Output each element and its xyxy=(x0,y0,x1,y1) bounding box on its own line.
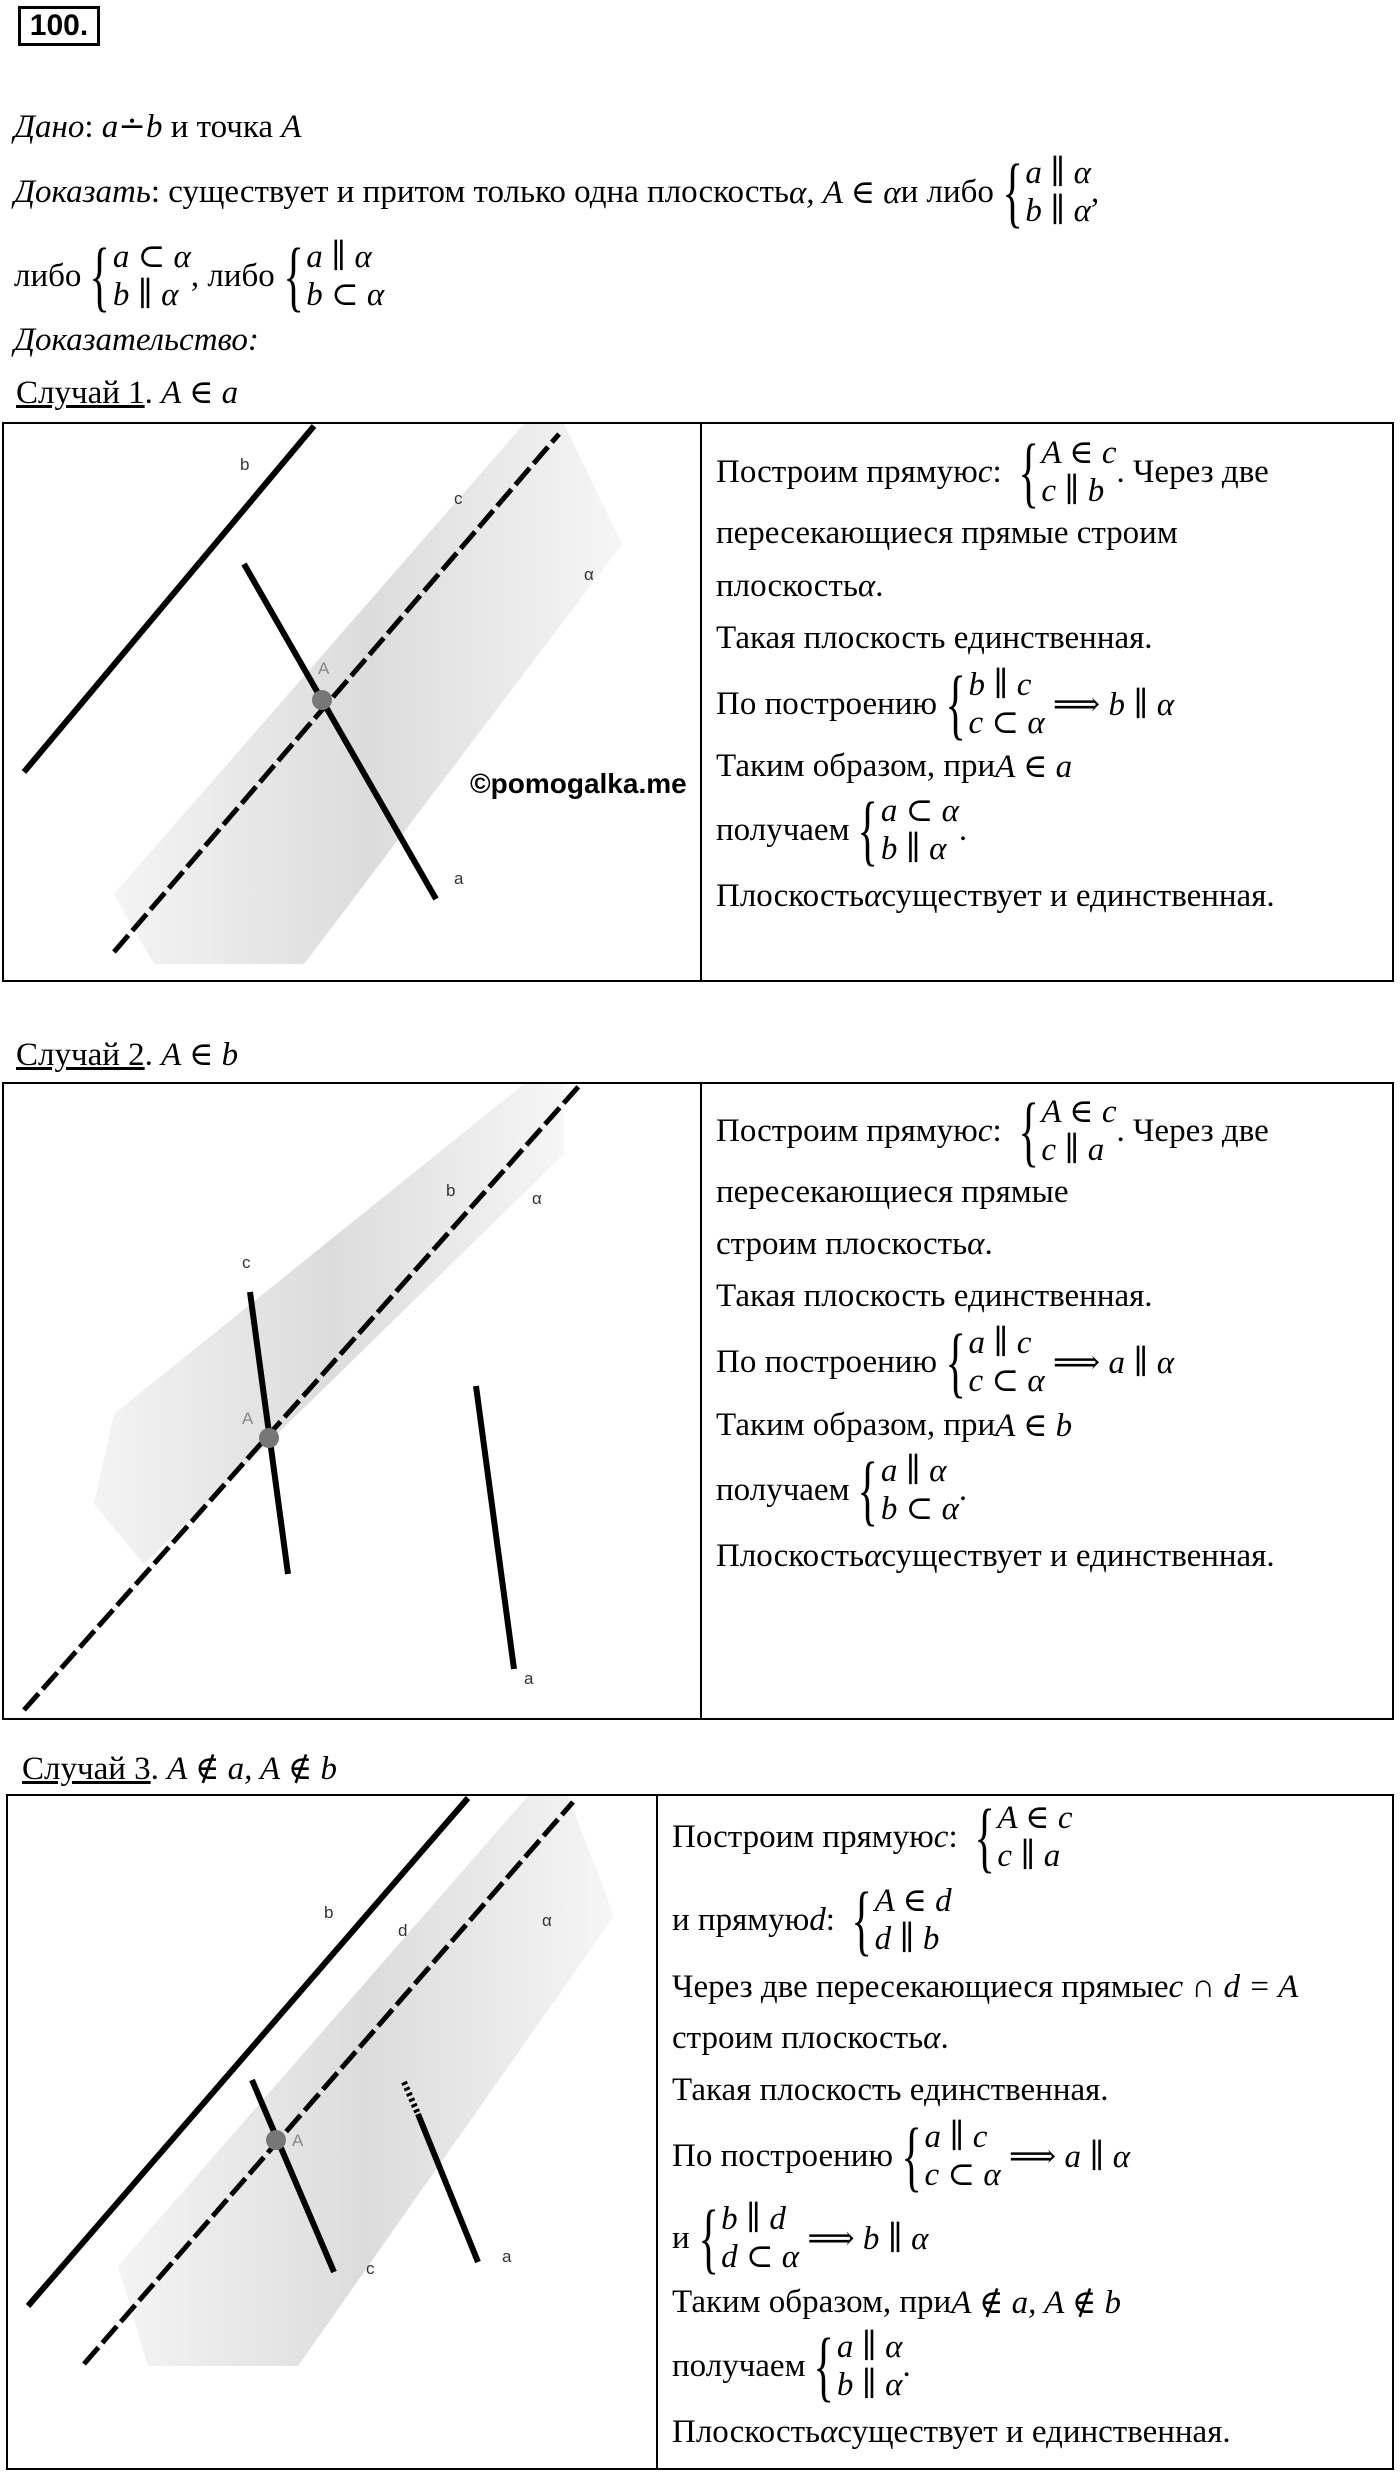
label-alpha: α xyxy=(584,565,594,584)
watermark: ©pomogalka.me xyxy=(470,768,687,799)
label-alpha: α xyxy=(542,1911,552,1930)
sys-row: b ∥ α xyxy=(1025,193,1091,229)
case-3-text xyxy=(672,1793,1388,2456)
case-title: Случай 3 xyxy=(22,1751,151,1787)
proof-line: Таким образом, при A ∉ a, A ∉ b xyxy=(672,2283,1122,2321)
proof-line: получаем { a ∥ α b ∥ α . xyxy=(672,2322,911,2409)
proof-line: пересекающиеся прямые строим xyxy=(716,514,1178,551)
prove-label: Доказать xyxy=(14,173,151,210)
proof-line: Плоскость α существует и единственная. xyxy=(716,877,1275,914)
case-1-table xyxy=(2,422,1394,982)
label-c: c xyxy=(454,489,463,508)
proof-line: По построению { a ∥ c c ⊂ α ⟹ a ∥ α xyxy=(716,1318,1175,1405)
case-condition: A ∈ b xyxy=(161,1037,239,1073)
proof-label: Доказательство: xyxy=(14,322,259,358)
case-1-text xyxy=(716,428,1386,920)
proof-line: Такая плоскость единственная. xyxy=(672,2071,1109,2108)
label-c: c xyxy=(242,1253,251,1272)
case-2-table xyxy=(2,1082,1394,1720)
proof-line: получаем { a ⊂ α b ∥ α . xyxy=(716,786,968,873)
prove-expr: α, A ∈ α xyxy=(788,175,901,211)
prove-line-1: Доказать : существует и притом только одна плоскость α, A ∈ α и либо { a ∥ α b ∥ α , xyxy=(14,148,1100,235)
table-divider xyxy=(700,1084,702,1718)
label-c: c xyxy=(366,2259,375,2278)
prove-and-either: и либо xyxy=(900,173,994,210)
point-A xyxy=(259,1428,279,1448)
given-line: Дано: a∸b и точка A xyxy=(14,109,302,145)
label-b: b xyxy=(324,1903,334,1922)
given-point: A xyxy=(281,109,302,145)
proof-line: Такая плоскость единственная. xyxy=(716,1277,1153,1314)
proof-line: Такая плоскость единственная. xyxy=(716,619,1153,656)
label-b: b xyxy=(446,1181,456,1200)
sys-row: a ⊂ α xyxy=(112,239,191,275)
proof-line: Таким образом, при A ∈ b xyxy=(716,1406,1073,1444)
given-rest: и точка xyxy=(162,109,282,145)
proof-line: По построению { a ∥ c c ⊂ α ⟹ a ∥ α xyxy=(672,2112,1131,2199)
prove-or-2: , либо xyxy=(190,257,275,294)
given-label: Дано xyxy=(14,109,85,145)
proof-line: Через две пересекающиеся прямые c ∩ d = A xyxy=(672,1968,1299,2005)
label-d: d xyxy=(398,1921,408,1940)
table-divider xyxy=(656,1796,658,2468)
label-A: A xyxy=(242,1409,254,1428)
label-a: a xyxy=(454,869,464,888)
proof-line: Плоскость α существует и единственная. xyxy=(672,2413,1231,2450)
sys-row: b ∥ α xyxy=(112,277,179,313)
case-3-table xyxy=(6,1794,1394,2470)
label-a: a xyxy=(524,1669,534,1688)
proof-line: строим плоскость α . xyxy=(672,2019,949,2056)
sys-row: b ⊂ α xyxy=(306,277,385,313)
label-b: b xyxy=(240,455,250,474)
case-2-figure xyxy=(4,1084,700,1718)
proof-line: плоскость α . xyxy=(716,567,884,604)
case-title: Случай 2 xyxy=(16,1037,145,1073)
plane-alpha xyxy=(118,1796,614,2366)
label-A: A xyxy=(318,659,330,678)
problem-number: 100. xyxy=(18,6,100,46)
case-condition: A ∈ a xyxy=(161,375,239,411)
case-1-figure xyxy=(4,424,700,980)
proof-line: Построим прямую c : { A ∈ c c ∥ a . Через две xyxy=(716,1087,1269,1174)
proof-line: пересекающиеся прямые xyxy=(716,1173,1069,1210)
point-A xyxy=(312,690,332,710)
prove-system-2: { a ⊂ α b ∥ α xyxy=(89,232,191,319)
proof-line: По построению { b ∥ c c ⊂ α ⟹ b ∥ α xyxy=(716,660,1175,747)
plane-alpha xyxy=(114,424,622,964)
case-3-title: Случай 3. A ∉ a, A ∉ b xyxy=(22,1751,338,1787)
prove-system-1: { a ∥ α b ∥ α xyxy=(1002,148,1091,235)
label-alpha: α xyxy=(532,1189,542,1208)
case-3-figure xyxy=(8,1796,656,2468)
proof-line: Построим прямую c : { A ∈ c c ∥ a xyxy=(672,1793,1073,1880)
label-A: A xyxy=(292,2131,304,2150)
proof-line: строим плоскость α . xyxy=(716,1225,993,1262)
prove-system-3: { a ∥ α b ⊂ α xyxy=(283,232,385,319)
sys-row: a ∥ α xyxy=(306,239,372,275)
proof-line: Плоскость α существует и единственная. xyxy=(716,1537,1275,1574)
sys-row: a ∥ α xyxy=(1025,155,1091,191)
case-condition: A ∉ a, A ∉ b xyxy=(167,1751,338,1787)
case-2-text xyxy=(716,1087,1386,1580)
case-1-title: Случай 1. A ∈ a xyxy=(16,375,239,411)
proof-line: Таким образом, при A ∈ a xyxy=(716,747,1073,785)
proof-line: и { b ∥ d d ⊂ α ⟹ b ∥ α xyxy=(672,2194,929,2281)
line-a xyxy=(476,1386,514,1669)
table-divider xyxy=(700,424,702,980)
given-expr: a∸b xyxy=(101,109,163,145)
prove-or-1: либо xyxy=(14,257,82,294)
proof-line: получаем { a ∥ α b ⊂ α . xyxy=(716,1446,968,1533)
case-2-title: Случай 2. A ∈ b xyxy=(16,1037,239,1073)
prove-text: : существует и притом только одна плоскость xyxy=(150,173,789,210)
proof-line: Построим прямую c : { A ∈ c c ∥ b . Через две xyxy=(716,428,1269,515)
proof-line: и прямую d : { A ∈ d d ∥ b xyxy=(672,1876,952,1963)
label-a: a xyxy=(502,2247,512,2266)
case-title: Случай 1 xyxy=(16,375,145,411)
plane-alpha xyxy=(94,1084,564,1564)
point-A xyxy=(266,2130,286,2150)
prove-line-2 xyxy=(14,232,385,319)
